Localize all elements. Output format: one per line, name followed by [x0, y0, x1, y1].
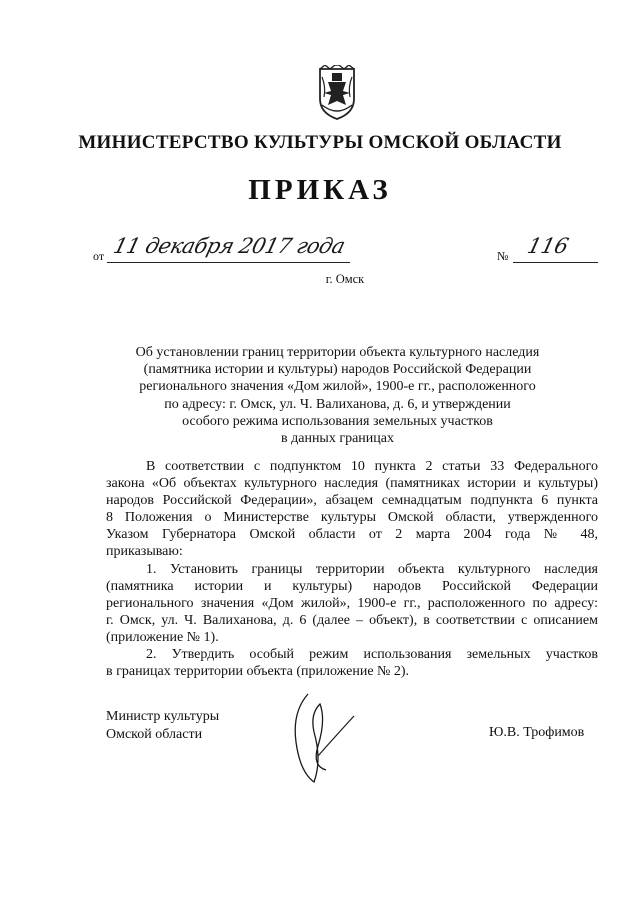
number-underline	[513, 262, 598, 263]
subject-line: Об установлении границ территории объекта культурного наследия	[135, 345, 540, 360]
item1-line: 1. Установить границы территории объекта культурного наследия	[146, 561, 598, 577]
signer-position-line: Министр культуры	[106, 709, 220, 724]
item2-line: в границах территории объекта (приложение № 2).	[106, 664, 410, 680]
item1-line: (памятника истории и культуры) народов Российской Федерации	[106, 578, 598, 594]
subject-line: (памятника истории и культуры) народов Российской Федерации	[143, 362, 532, 378]
body-line: Указом Губернатора Омской области от 2 марта 2004 года № 48,	[106, 527, 598, 543]
ministry-name: МИНИСТЕРСТВО КУЛЬТУРЫ ОМСКОЙ ОБЛАСТИ	[78, 132, 562, 153]
order-body	[106, 458, 598, 680]
number-prefix: №	[497, 249, 509, 263]
handwritten-number: 116	[525, 234, 572, 258]
city: г. Омск	[325, 272, 365, 286]
body-line: В соответствии с подпунктом 10 пункта 2 статьи 33 Федерального	[146, 459, 598, 474]
subject-line: по адресу: г. Омск, ул. Ч. Валиханова, д. 6, и утверждении	[164, 396, 511, 412]
body-line: народов Российской Федерации», абзацем семнадцатым подпункта 6 пункта	[106, 493, 598, 509]
body-line: 8 Положения о Министерстве культуры Омской области, утвержденного	[106, 510, 598, 526]
item1-line: (приложение № 1).	[106, 629, 219, 645]
coat-of-arms-emblem	[316, 65, 358, 121]
item1-line: регионального значения «Дом жилой», 1900-е гг., расположенного по адресу:	[106, 595, 598, 611]
signer-position-line: Омской области	[106, 726, 203, 742]
item2-line: 2. Утвердить особый режим использования земельных участков	[146, 647, 598, 663]
order-date-number-row	[0, 234, 640, 268]
body-line: приказываю:	[106, 544, 183, 560]
subject-line: в данных границах	[281, 431, 394, 447]
item1-line: г. Омск, ул. Ч. Валиханова, д. 6 (далее – объект), в соответствии с описанием	[106, 612, 598, 628]
document-type-title: ПРИКАЗ	[248, 174, 392, 206]
handwritten-signature	[270, 690, 365, 790]
order-subject	[110, 344, 565, 447]
signer-position	[106, 708, 219, 743]
signer-name: Ю.В. Трофимов	[489, 725, 585, 740]
handwritten-date: 11 декабря 2017 года	[111, 234, 348, 258]
date-prefix: от	[93, 249, 105, 263]
body-line: закона «Об объектах культурного наследия (памятниках истории и культуры)	[106, 476, 598, 492]
subject-line: особого режима использования земельных участков	[182, 413, 493, 429]
subject-line: регионального значения «Дом жилой», 1900-е гг., расположенного	[139, 379, 536, 395]
date-underline	[107, 262, 350, 263]
